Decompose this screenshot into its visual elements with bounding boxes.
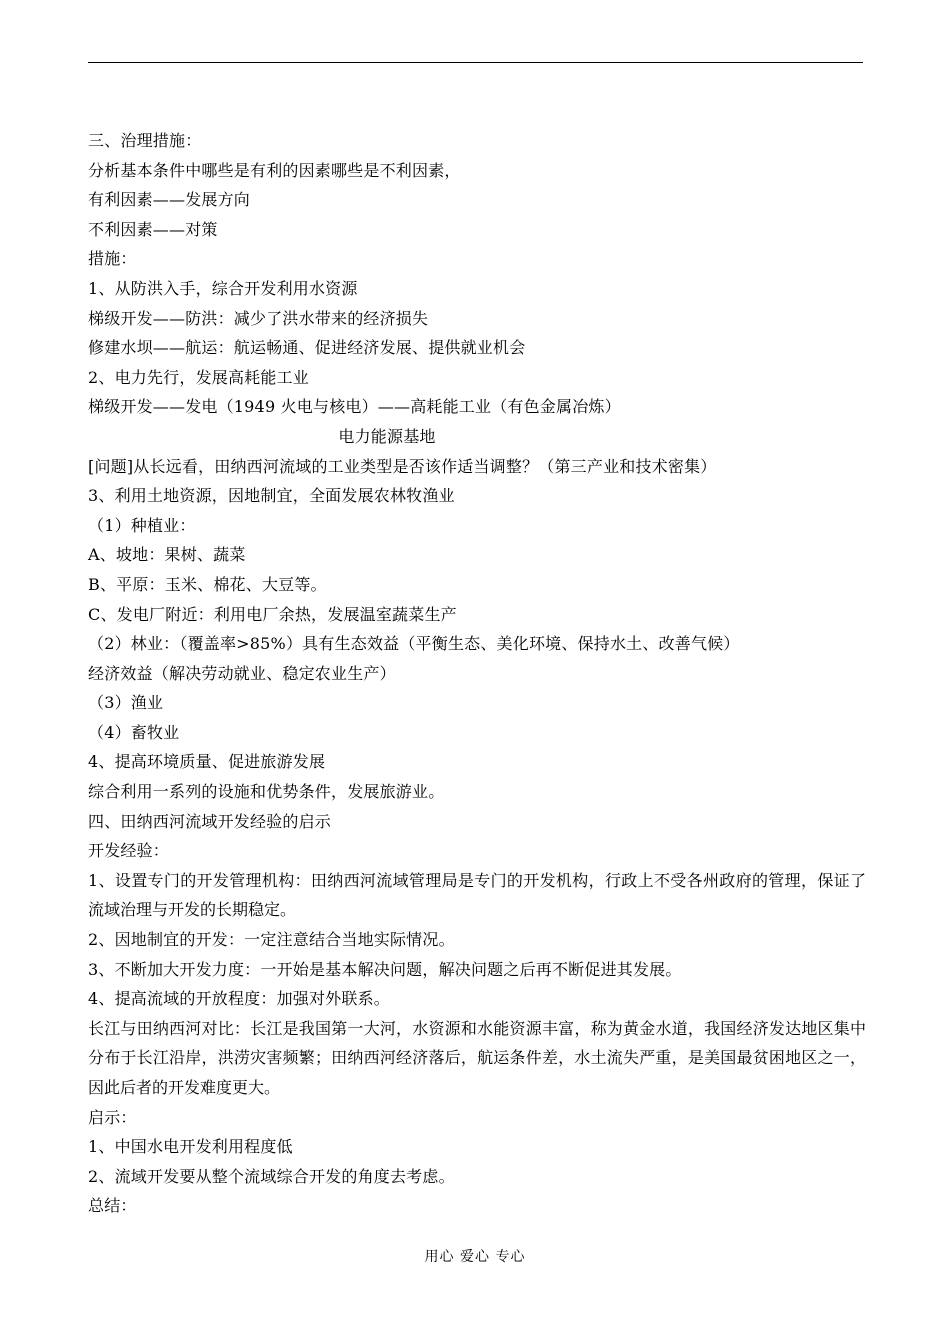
text-line: 开发经验： — [88, 841, 170, 861]
text-line: 梯级开发——发电（1949 火电与核电）——高耗能工业（有色金属冶炼） — [88, 397, 621, 417]
text-line: B、平原：玉米、棉花、大豆等。 — [88, 574, 327, 594]
text-line: 修建水坝——航运：航运畅通、促进经济发展、提供就业机会 — [88, 338, 526, 358]
section-heading-lessons: 四、田纳西河流域开发经验的启示 — [88, 811, 332, 831]
header-rule — [88, 62, 863, 63]
sub-list-item: （2）林业：（覆盖率>85%）具有生态效益（平衡生态、美化环境、保持水土、改善气候） — [88, 634, 740, 654]
sub-list-item: （1）种植业： — [88, 515, 196, 535]
list-item: 3、利用土地资源，因地制宜，全面发展农林牧渔业 — [88, 486, 455, 506]
text-line: 启示： — [88, 1107, 137, 1127]
text-line: 措施： — [88, 249, 137, 269]
comparison-paragraph: 长江与田纳西河对比：长江是我国第一大河，水资源和水能资源丰富，称为黄金水道，我国经济发达地区集中分布于长江沿岸，洪涝灾害频繁；田纳西河经济落后，航运条件差，水土流失严重，是美国最贫困地区之一，因此后者的开发难度更大。 — [88, 1018, 866, 1097]
question-line: [问题]从长远看，田纳西河流域的工业类型是否该作适当调整？（第三产业和技术密集） — [88, 456, 717, 476]
text-line: C、发电厂附近：利用电厂余热，发展温室蔬菜生产 — [88, 604, 457, 624]
section-heading-measures: 三、治理措施： — [88, 131, 202, 150]
list-item: 2、电力先行，发展高耗能工业 — [88, 367, 309, 387]
centered-text-line: 电力能源基地 — [338, 426, 436, 446]
list-item: 1、从防洪入手，综合开发利用水资源 — [88, 278, 358, 298]
text-line: A、坡地：果树、蔬菜 — [88, 545, 246, 565]
list-item: 1、中国水电开发利用程度低 — [88, 1137, 293, 1157]
sub-list-item: （4）畜牧业 — [88, 722, 180, 742]
text-line: 综合利用一系列的设施和优势条件，发展旅游业。 — [88, 782, 445, 802]
list-item: 1、设置专门的开发管理机构：田纳西河流域管理局是专门的开发机构，行政上不受各州政府的管理，保证了流域治理与开发的长期稳定。 — [88, 870, 866, 920]
list-item: 2、因地制宜的开发：一定注意结合当地实际情况。 — [88, 930, 455, 950]
text-line: 有利因素——发展方向 — [88, 190, 251, 210]
list-item: 4、提高流域的开放程度：加强对外联系。 — [88, 989, 390, 1009]
list-item: 2、流域开发要从整个流域综合开发的角度去考虑。 — [88, 1166, 455, 1186]
text-line: 经济效益（解决劳动就业、稳定农业生产） — [88, 663, 396, 683]
text-line: 分析基本条件中哪些是有利的因素哪些是不利因素， — [88, 160, 461, 180]
text-line: 总结： — [88, 1196, 137, 1216]
list-item: 3、不断加大开发力度：一开始是基本解决问题，解决问题之后再不断促进其发展。 — [88, 959, 682, 979]
list-item: 4、提高环境质量、促进旅游发展 — [88, 752, 326, 772]
page-footer: 用心 爱心 专心 — [424, 1249, 526, 1265]
sub-list-item: （3）渔业 — [88, 693, 164, 713]
text-line: 梯级开发——防洪：减少了洪水带来的经济损失 — [88, 308, 429, 328]
document-body — [88, 126, 866, 1221]
text-line: 不利因素——对策 — [88, 219, 218, 239]
